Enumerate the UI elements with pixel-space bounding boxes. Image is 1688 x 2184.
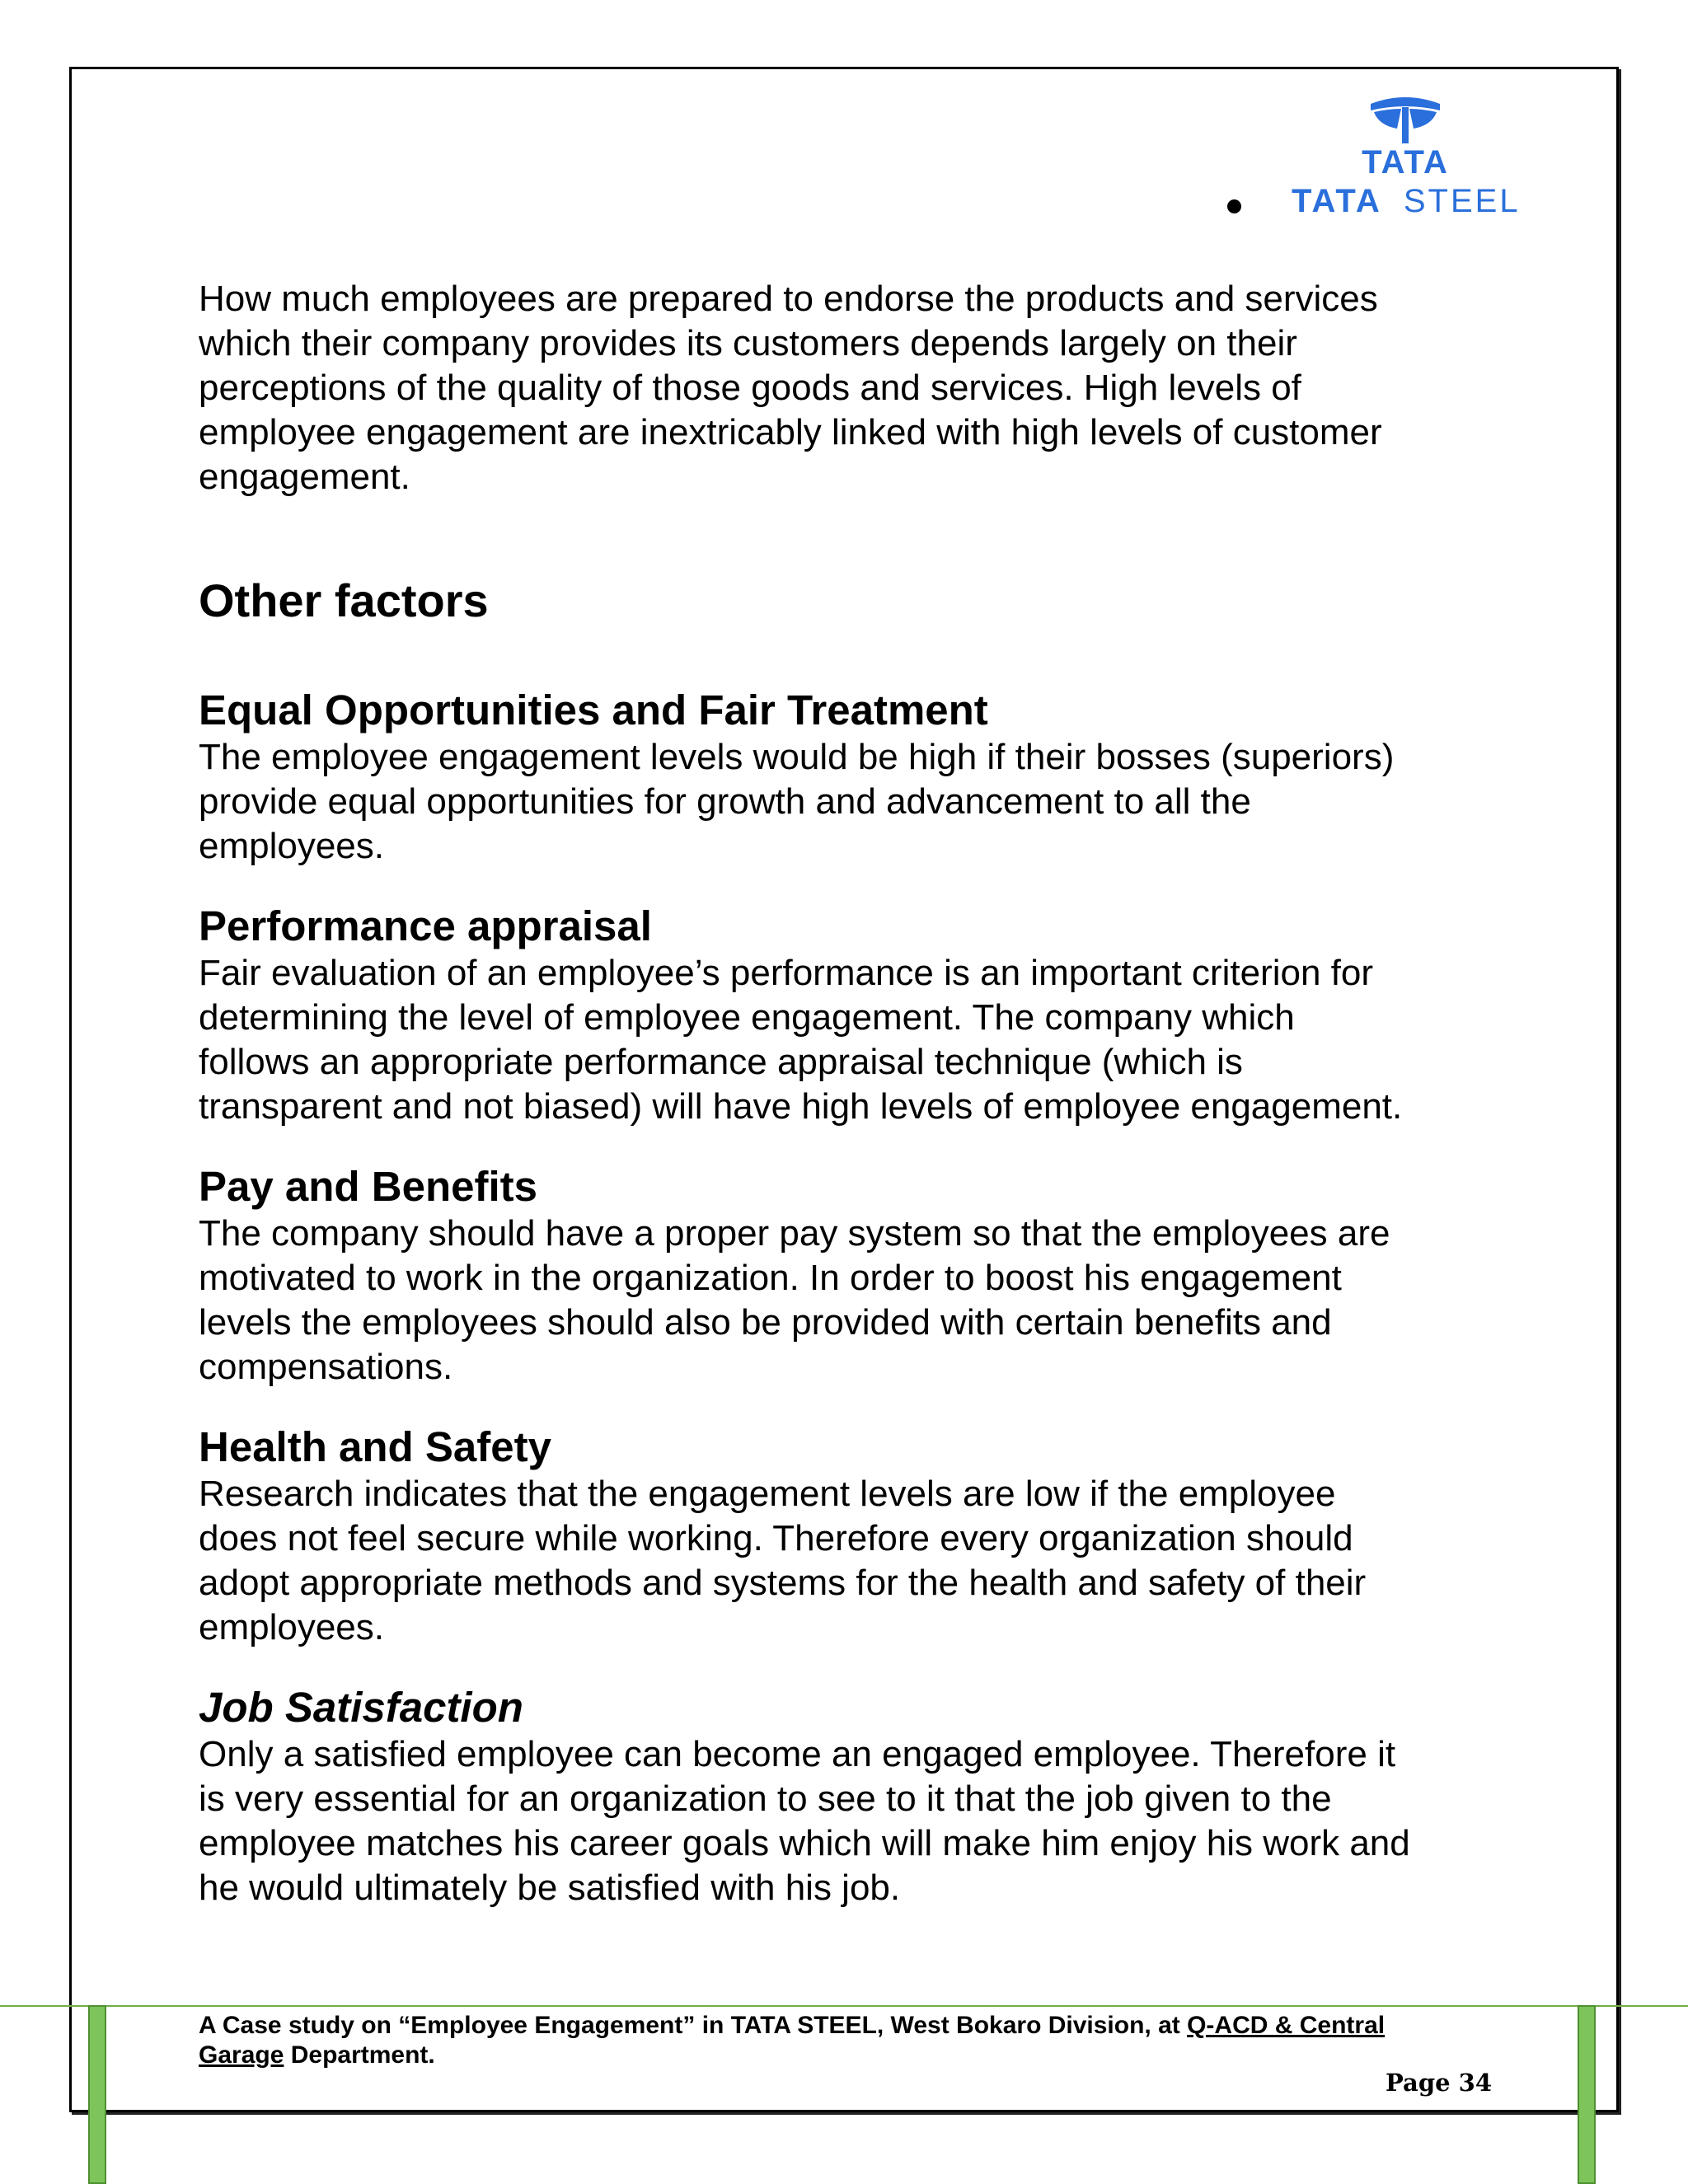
section-heading: Other factors bbox=[199, 574, 489, 626]
section-body-line: he would ultimately be satisfied with his job. bbox=[199, 1868, 901, 1908]
section-body-line: Fair evaluation of an employee’s performance is an important criterion for bbox=[199, 953, 1373, 993]
section-body-line: Research indicates that the engagement levels are low if the employee bbox=[199, 1474, 1336, 1514]
footer-caption bbox=[199, 2011, 1517, 2070]
section-body-line: motivated to work in the organization. In order to boost his engagement bbox=[199, 1258, 1342, 1298]
page-content bbox=[199, 277, 1517, 1910]
section-body-line: employee matches his career goals which will make him enjoy his work and bbox=[199, 1823, 1410, 1863]
tata-steel-logo bbox=[1282, 92, 1562, 224]
footer-caption-text: A Case study on “Employee Engagement” in TATA STEEL, West Bokaro Division, at bbox=[199, 2012, 1188, 2039]
section-title: Performance appraisal bbox=[199, 902, 652, 949]
section-body-line: levels the employees should also be provided with certain benefits and bbox=[199, 1302, 1332, 1343]
section-body-line: follows an appropriate performance appraisal technique (which is bbox=[199, 1042, 1243, 1082]
footer-caption-tail: Department. bbox=[284, 2041, 435, 2069]
section-body-line: employees. bbox=[199, 1607, 385, 1647]
section-block bbox=[199, 686, 1517, 869]
tata-emblem-icon bbox=[1282, 92, 1562, 224]
tata-steel-light-wordmark: STEEL bbox=[1403, 183, 1521, 219]
intro-line: which their company provides its customers depends largely on their bbox=[199, 323, 1297, 363]
section-body-line: compensations. bbox=[199, 1347, 453, 1387]
section-body-line: adopt appropriate methods and systems for the health and safety of their bbox=[199, 1563, 1367, 1603]
page-number: Page 34 bbox=[1386, 2069, 1492, 2097]
footer-rule bbox=[0, 2005, 1688, 2007]
intro-line: How much employees are prepared to endorse the products and services bbox=[199, 279, 1378, 319]
intro-paragraph bbox=[199, 277, 1517, 499]
tata-brand-wordmark: TATA bbox=[1362, 144, 1449, 180]
sections-list bbox=[199, 630, 1517, 1910]
section-body-line: employees. bbox=[199, 826, 385, 866]
svg-text:TATA STEEL bbox=[1292, 183, 1521, 219]
intro-line: engagement. bbox=[199, 457, 410, 497]
section-block bbox=[199, 1162, 1517, 1390]
footer-right-bar bbox=[1578, 2005, 1596, 2184]
section-body-line: is very essential for an organization to see to it that the job given to the bbox=[199, 1779, 1332, 1819]
section-body-line: transparent and not biased) will have high levels of employee engagement. bbox=[199, 1086, 1403, 1127]
intro-line: perceptions of the quality of those goods and services. High levels of bbox=[199, 368, 1301, 408]
section-title: Equal Opportunities and Fair Treatment bbox=[199, 687, 988, 733]
tata-steel-bold-wordmark: TATA bbox=[1292, 183, 1382, 219]
section-body-line: provide equal opportunities for growth and advancement to all the bbox=[199, 781, 1251, 822]
footer-caption-underlined-2: Garage bbox=[199, 2041, 284, 2069]
section-block bbox=[199, 1422, 1517, 1650]
section-title: Health and Safety bbox=[199, 1423, 551, 1470]
section-body-line: does not feel secure while working. Therefore every organization should bbox=[199, 1518, 1353, 1558]
section-title: Pay and Benefits bbox=[199, 1163, 537, 1210]
footer-caption-underlined: Q-ACD & Central bbox=[1187, 2012, 1386, 2039]
section-title: Job Satisfaction bbox=[199, 1684, 523, 1731]
section-body-line: determining the level of employee engagement. The company which bbox=[199, 997, 1295, 1038]
section-block bbox=[199, 902, 1517, 1129]
section-body-line: Only a satisfied employee can become an engaged employee. Therefore it bbox=[199, 1734, 1396, 1774]
footer-left-bar bbox=[88, 2005, 106, 2184]
section-body-line: The company should have a proper pay system so that the employees are bbox=[199, 1213, 1390, 1254]
bullet-dot bbox=[1227, 199, 1241, 213]
section-body-line: The employee engagement levels would be high if their bosses (superiors) bbox=[199, 737, 1395, 777]
intro-line: employee engagement are inextricably linked with high levels of customer bbox=[199, 412, 1382, 452]
section-block bbox=[199, 1683, 1517, 1910]
